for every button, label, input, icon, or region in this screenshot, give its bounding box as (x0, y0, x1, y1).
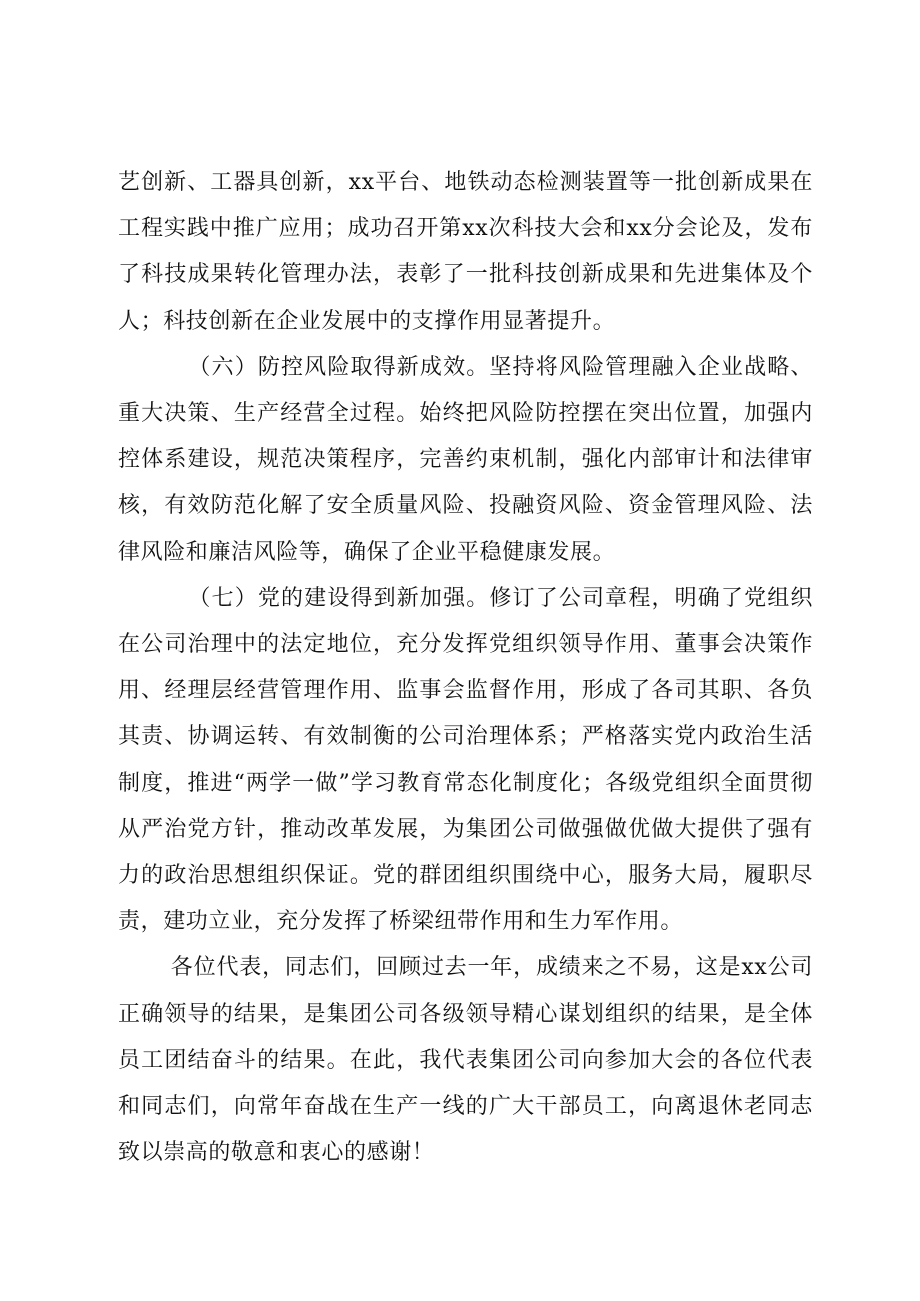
paragraph-party-building: （七）党的建设得到新加强。修订了公司章程，明确了党组织在公司治理中的法定地位，充分发挥党组织领导作用、董事会决策作用、经理层经营管理作用、监事会监督作用，形成了各司其职、各负其责、协调运转、有效制衡的公司治理体系；严格落实党内政治生活制度，推进“两学一做”学习教育常态化制度化；各级党组织全面贯彻从严治党方针，推动改革发展，为集团公司做强做优做大提供了强有力的政治思想组织保证。党的群团组织围绕中心，服务大局，履职尽责，建功立业，充分发挥了桥梁纽带作用和生力军作用。 (118, 585, 813, 935)
paragraph-risk-control: （六）防控风险取得新成效。坚持将风险管理融入企业战略、重大决策、生产经营全过程。始终把风险防控摆在突出位置，加强内控体系建设，规范决策程序，完善约束机制，强化内部审计和法律审核，有效防范化解了安全质量风险、投融资风险、资金管理风险、法律风险和廉洁风险等，确保了企业平稳健康发展。 (118, 354, 813, 565)
paragraph-acknowledgement: 各位代表，同志们，回顾过去一年，成绩来之不易，这是xx公司正确领导的结果，是集团公司各级领导精心谋划组织的结果，是全体员工团结奋斗的结果。在此，我代表集团公司向参加大会的各位代表和同志们，向常年奋战在生产一线的广大干部员工，向离退休老同志致以崇高的敬意和衷心的感谢！ (118, 955, 813, 1166)
paragraph-tech-innovation-continued: 艺创新、工器具创新，xx平台、地铁动态检测装置等一批创新成果在工程实践中推广应用；成功召开第xx次科技大会和xx分会论及，发布了科技成果转化管理办法，表彰了一批科技创新成果和先进集体及个人；科技创新在企业发展中的支撑作用显著提升。 (118, 170, 813, 334)
document-body (118, 160, 813, 1176)
